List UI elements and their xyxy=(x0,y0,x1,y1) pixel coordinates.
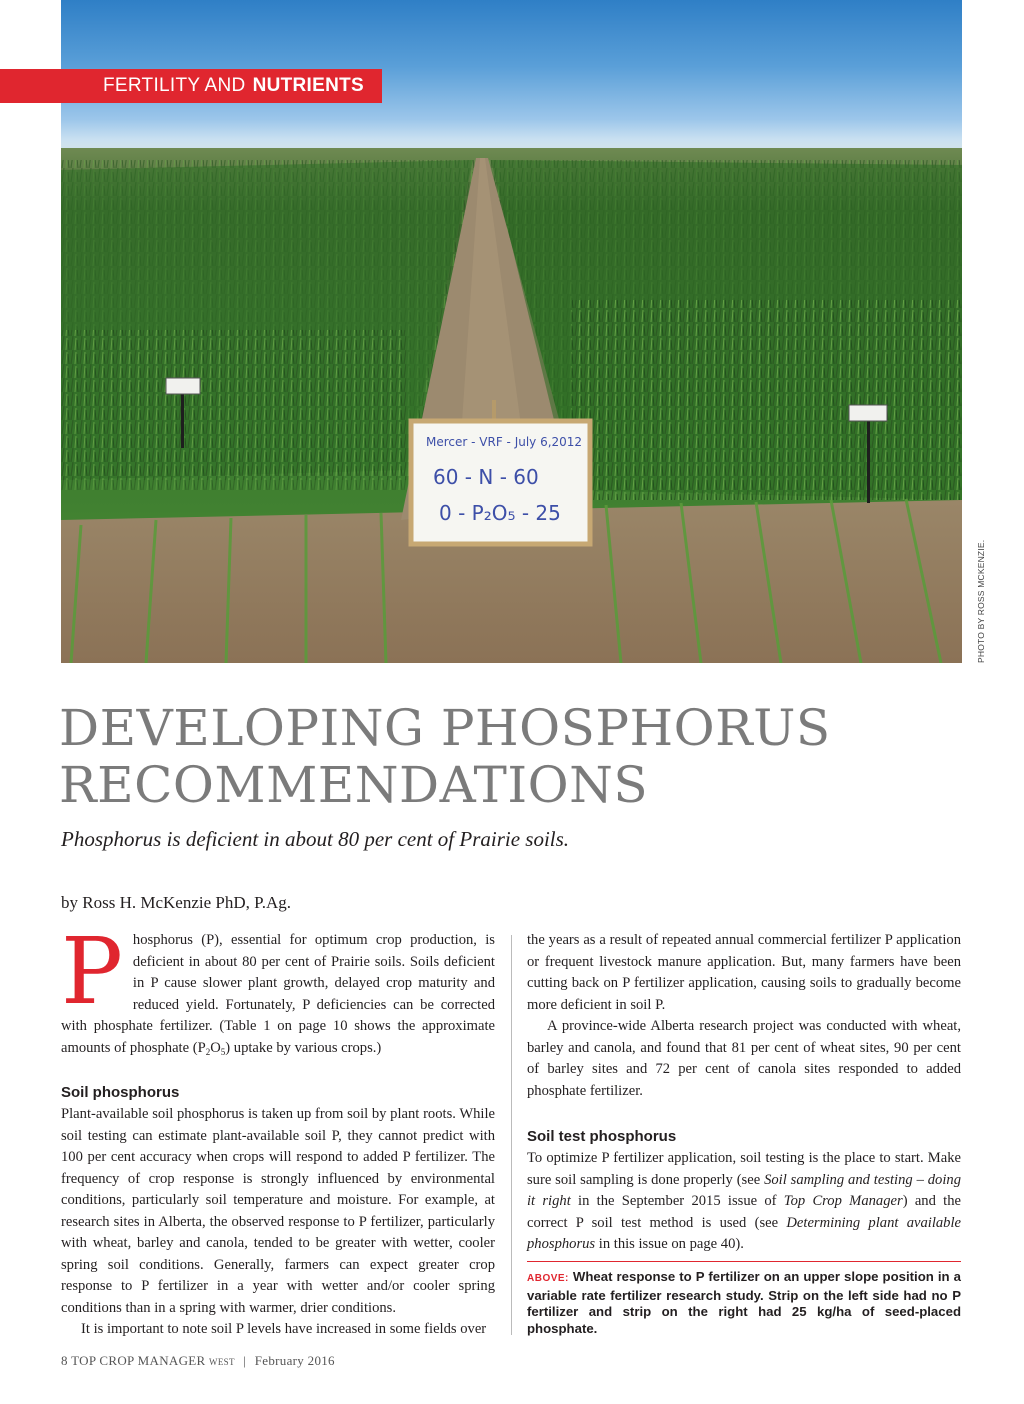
photo-caption xyxy=(527,1269,961,1337)
section-banner xyxy=(0,69,382,103)
subscript-5: 5 xyxy=(220,1046,226,1057)
caption-rule xyxy=(527,1261,961,1262)
headline-line-2: RECOMMENDATIONS xyxy=(59,756,649,814)
page-footer xyxy=(61,1353,335,1369)
subscript-2: 2 xyxy=(205,1046,211,1057)
caption-text: Wheat response to P fertilizer on an upper slope position in a variable rate fertilizer research study. Strip on the left side had no P fertilizer and strip on the right had 25 kg/ha of seed-placed phosphate. xyxy=(527,1269,961,1336)
intro-text: hosphorus (P), essential for optimum crop production, is deficient in about 80 per cent of Prairie soils. Soils deficient in P cause slower plant growth, delayed crop maturity and reduced yield. Fortunately, P deficiencies can be corrected with phosphate fertilizer. (Table 1 on page 10 shows the approximate amounts of phosphate (P xyxy=(61,932,495,1056)
footer-separator: | xyxy=(243,1353,247,1368)
page-number: 8 xyxy=(61,1353,68,1368)
soil-test-text-b: in the September 2015 issue of xyxy=(570,1193,784,1209)
paragraph-alberta-project: A province-wide Alberta research project was conducted with wheat, barley and canola, and found that 81 per cent of wheat sites, 90 per cent of barley sites and 72 per cent of canola sites responded to added phosphate fertilizer. xyxy=(527,1018,961,1099)
caption-label: ABOVE: xyxy=(527,1273,569,1284)
subhead: Phosphorus is deficient in about 80 per cent of Prairie soils. xyxy=(61,827,570,851)
soil-test-text-d: in this issue on page 40). xyxy=(595,1236,744,1252)
paragraph-intro xyxy=(61,918,495,1063)
paragraph-soil-phosphorus: Plant-available soil phosphorus is taken up from soil by plant roots. While soil testing can estimate plant-available soil P, they cannot predict with 100 per cent accuracy when crops will respond to added P fertilizer. The frequency of crop response is strongly influenced by environmental conditions, particularly soil temperature and moisture. For example, at research sites in Alberta, the observed response to P fertilizer, particularly with wheat, barley and canola, tended to be greater with wetter, cooler spring soil conditions. Generally, farmers can expect greater crop response to P fertilizer in a year with wetter and/or cooler spring conditions than in a spring with warmer, drier conditions. xyxy=(61,1106,495,1316)
subheading-soil-phosphorus: Soil phosphorus xyxy=(61,1084,180,1101)
sign-line-3: 0 - P₂O₅ - 25 xyxy=(439,501,561,525)
reference-magazine: Top Crop Manager xyxy=(783,1193,903,1209)
field-sign xyxy=(411,421,590,544)
column-divider xyxy=(511,935,512,1335)
photo-credit-text: PHOTO BY ROSS MCKENZIE. xyxy=(976,539,986,663)
subheading-soil-test: Soil test phosphorus xyxy=(527,1128,677,1145)
headline xyxy=(59,700,959,814)
intro-text-end: ) uptake by various crops.) xyxy=(225,1039,382,1056)
article-column-left xyxy=(61,918,495,1341)
drop-cap: P xyxy=(61,918,123,1025)
sign-line-2: 60 - N - 60 xyxy=(433,465,539,489)
article-column-right xyxy=(527,930,961,1256)
issue-date: February 2016 xyxy=(254,1353,335,1368)
reference-article-2: Determining plant available phosphorus xyxy=(527,1214,961,1252)
magazine-name: TOP CROP MANAGER xyxy=(71,1353,206,1368)
paragraph-soil-test xyxy=(527,1148,961,1256)
section-label: FERTILITY AND xyxy=(103,75,246,96)
paragraph-soil-levels: It is important to note soil P levels have increased in some fields over xyxy=(81,1321,487,1337)
headline-line-1: DEVELOPING PHOSPHORUS xyxy=(59,699,831,757)
reference-article-1: Soil sampling and testing – doing it right xyxy=(527,1171,961,1209)
oxygen-symbol: O xyxy=(210,1039,221,1056)
soil-test-text-c: ) and the correct P soil test method is used (see xyxy=(527,1193,961,1231)
sign-line-1: Mercer - VRF - July 6,2012 xyxy=(426,435,583,449)
soil-test-text-a: To optimize P fertilizer application, soil testing is the place to start. Make sure soil sampling is done properly (see xyxy=(527,1150,961,1188)
section-label-bold: NUTRIENTS xyxy=(252,75,364,96)
byline: by Ross H. McKenzie PhD, P.Ag. xyxy=(61,893,291,912)
paragraph-continued: the years as a result of repeated annual commercial fertilizer P application or frequent livestock manure application. But, many farmers have been cutting back on P fertilizer application, causing soils to gradually become more deficient in soil P. xyxy=(527,932,961,1013)
magazine-edition: WEST xyxy=(209,1357,235,1367)
